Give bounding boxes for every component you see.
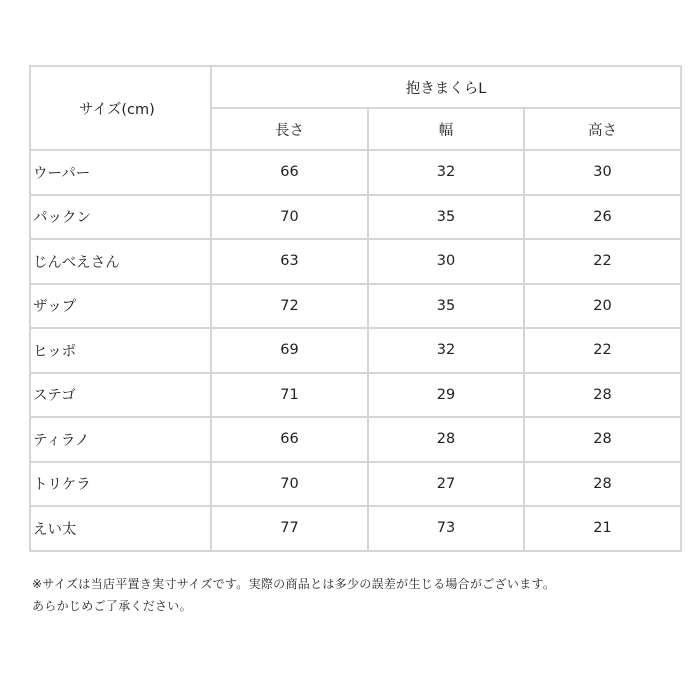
table-row — [30, 328, 681, 373]
length-value: 77 — [211, 506, 368, 551]
height-value: 22 — [524, 239, 681, 284]
size-table — [29, 65, 682, 552]
note-line-measurement: ※サイズは当店平置き実寸サイズです。実際の商品とは多少の誤差が生じる場合がございます。 — [32, 577, 556, 591]
product-name: えい太 — [30, 506, 211, 551]
width-value: 28 — [368, 417, 524, 462]
column-header-length: 長さ — [211, 108, 368, 150]
height-value: 22 — [524, 328, 681, 373]
table-row — [30, 284, 681, 329]
product-name: ステゴ — [30, 373, 211, 418]
size-unit-header: サイズ(cm) — [30, 66, 211, 150]
width-value: 32 — [368, 328, 524, 373]
width-value: 35 — [368, 284, 524, 329]
product-name: パックン — [30, 195, 211, 240]
height-value: 28 — [524, 462, 681, 507]
size-notes — [32, 573, 555, 617]
length-value: 71 — [211, 373, 368, 418]
height-value: 21 — [524, 506, 681, 551]
length-value: 69 — [211, 328, 368, 373]
length-value: 72 — [211, 284, 368, 329]
product-name: ウーパー — [30, 150, 211, 195]
length-value: 70 — [211, 195, 368, 240]
product-name: ティラノ — [30, 417, 211, 462]
width-value: 32 — [368, 150, 524, 195]
length-value: 66 — [211, 150, 368, 195]
table-row — [30, 417, 681, 462]
table-row — [30, 239, 681, 284]
width-value: 27 — [368, 462, 524, 507]
width-value: 73 — [368, 506, 524, 551]
product-name: トリケラ — [30, 462, 211, 507]
column-header-width: 幅 — [368, 108, 524, 150]
table-row — [30, 462, 681, 507]
product-name: ザップ — [30, 284, 211, 329]
height-value: 28 — [524, 373, 681, 418]
height-value: 30 — [524, 150, 681, 195]
table-row — [30, 195, 681, 240]
table-row — [30, 150, 681, 195]
length-value: 63 — [211, 239, 368, 284]
table-row — [30, 506, 681, 551]
table-header-row — [30, 66, 681, 108]
column-header-height: 高さ — [524, 108, 681, 150]
note-line-disclaimer: あらかじめご了承ください。 — [32, 599, 192, 613]
height-value: 26 — [524, 195, 681, 240]
length-value: 70 — [211, 462, 368, 507]
width-value: 30 — [368, 239, 524, 284]
length-value: 66 — [211, 417, 368, 462]
product-group-header: 抱きまくらL — [211, 66, 681, 108]
height-value: 20 — [524, 284, 681, 329]
width-value: 29 — [368, 373, 524, 418]
product-name: じんべえさん — [30, 239, 211, 284]
product-name: ヒッポ — [30, 328, 211, 373]
width-value: 35 — [368, 195, 524, 240]
height-value: 28 — [524, 417, 681, 462]
table-row — [30, 373, 681, 418]
